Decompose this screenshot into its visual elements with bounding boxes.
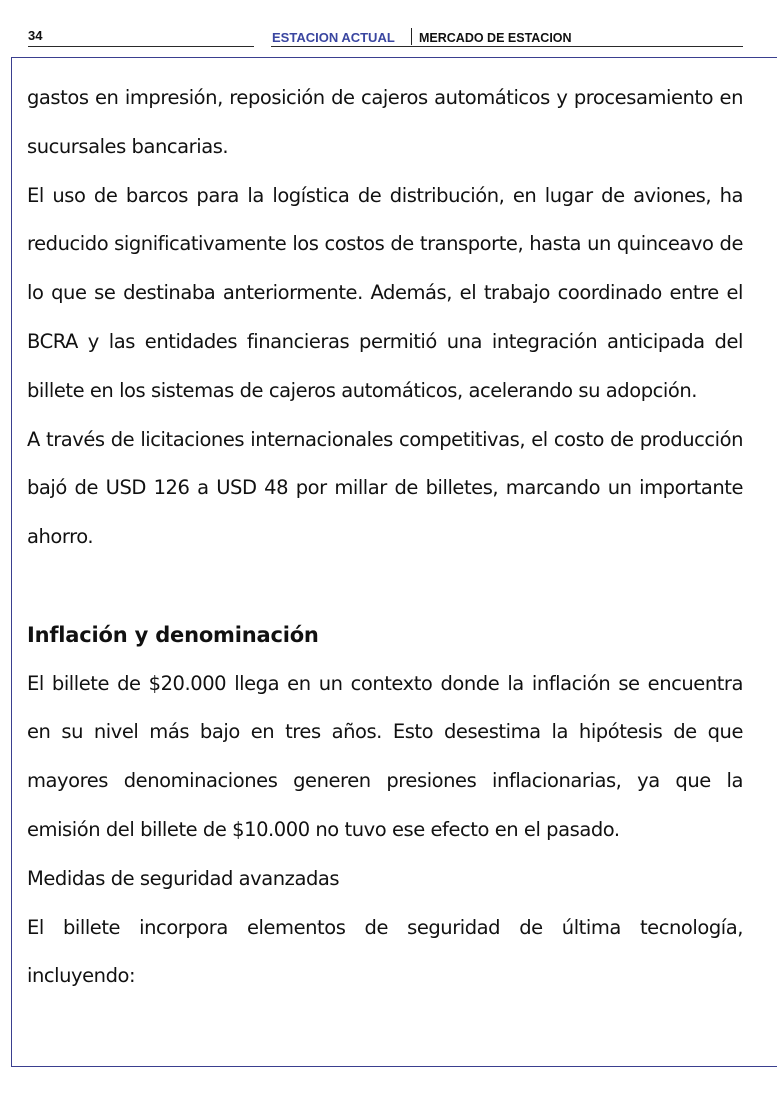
page-number: 34	[28, 28, 43, 43]
header-rule-right	[271, 46, 743, 47]
paragraph-security-title: Medidas de seguridad avanzadas	[27, 866, 340, 890]
section-label: ESTACION ACTUAL	[272, 30, 395, 45]
section-heading-inflation: Inflación y denominación	[27, 622, 319, 647]
paragraph-inflation: El billete de $20.000 llega en un contexto donde la inflación se encuentra en su nivel más bajo en tres años. Esto desestima la hipótesis de que mayores denominaciones generen presiones inflacionarias, ya que la emisión del billete de $10.000 no tuvo ese efecto en el pasado.	[27, 671, 743, 841]
article-body	[27, 74, 743, 1001]
paragraph-security-intro: El billete incorpora elementos de seguridad de última tecnología, incluyendo:	[27, 915, 743, 988]
page-header	[0, 0, 779, 50]
paragraph-logistics: El uso de barcos para la logística de distribución, en lugar de aviones, ha reducido significativamente los costos de transporte, hasta un quinceavo de lo que se destinaba anteriormente. Además, el trabajo coordinado entre el BCRA y las entidades financieras permitió una integración anticipada del billete en los sistemas de cajeros automáticos, acelerando su adopción.	[27, 183, 743, 402]
paragraph-gap	[27, 562, 743, 611]
header-rule-left	[28, 46, 254, 47]
subsection-label: MERCADO DE ESTACION	[419, 31, 572, 45]
header-separator	[411, 28, 412, 45]
paragraph-costs-continuation: gastos en impresión, reposición de cajeros automáticos y procesamiento en sucursales bancarias.	[27, 86, 743, 158]
paragraph-production-cost: A través de licitaciones internacionales competitivas, el costo de producción bajó de USD 126 a USD 48 por millar de billetes, marcando un importante ahorro.	[27, 427, 743, 549]
